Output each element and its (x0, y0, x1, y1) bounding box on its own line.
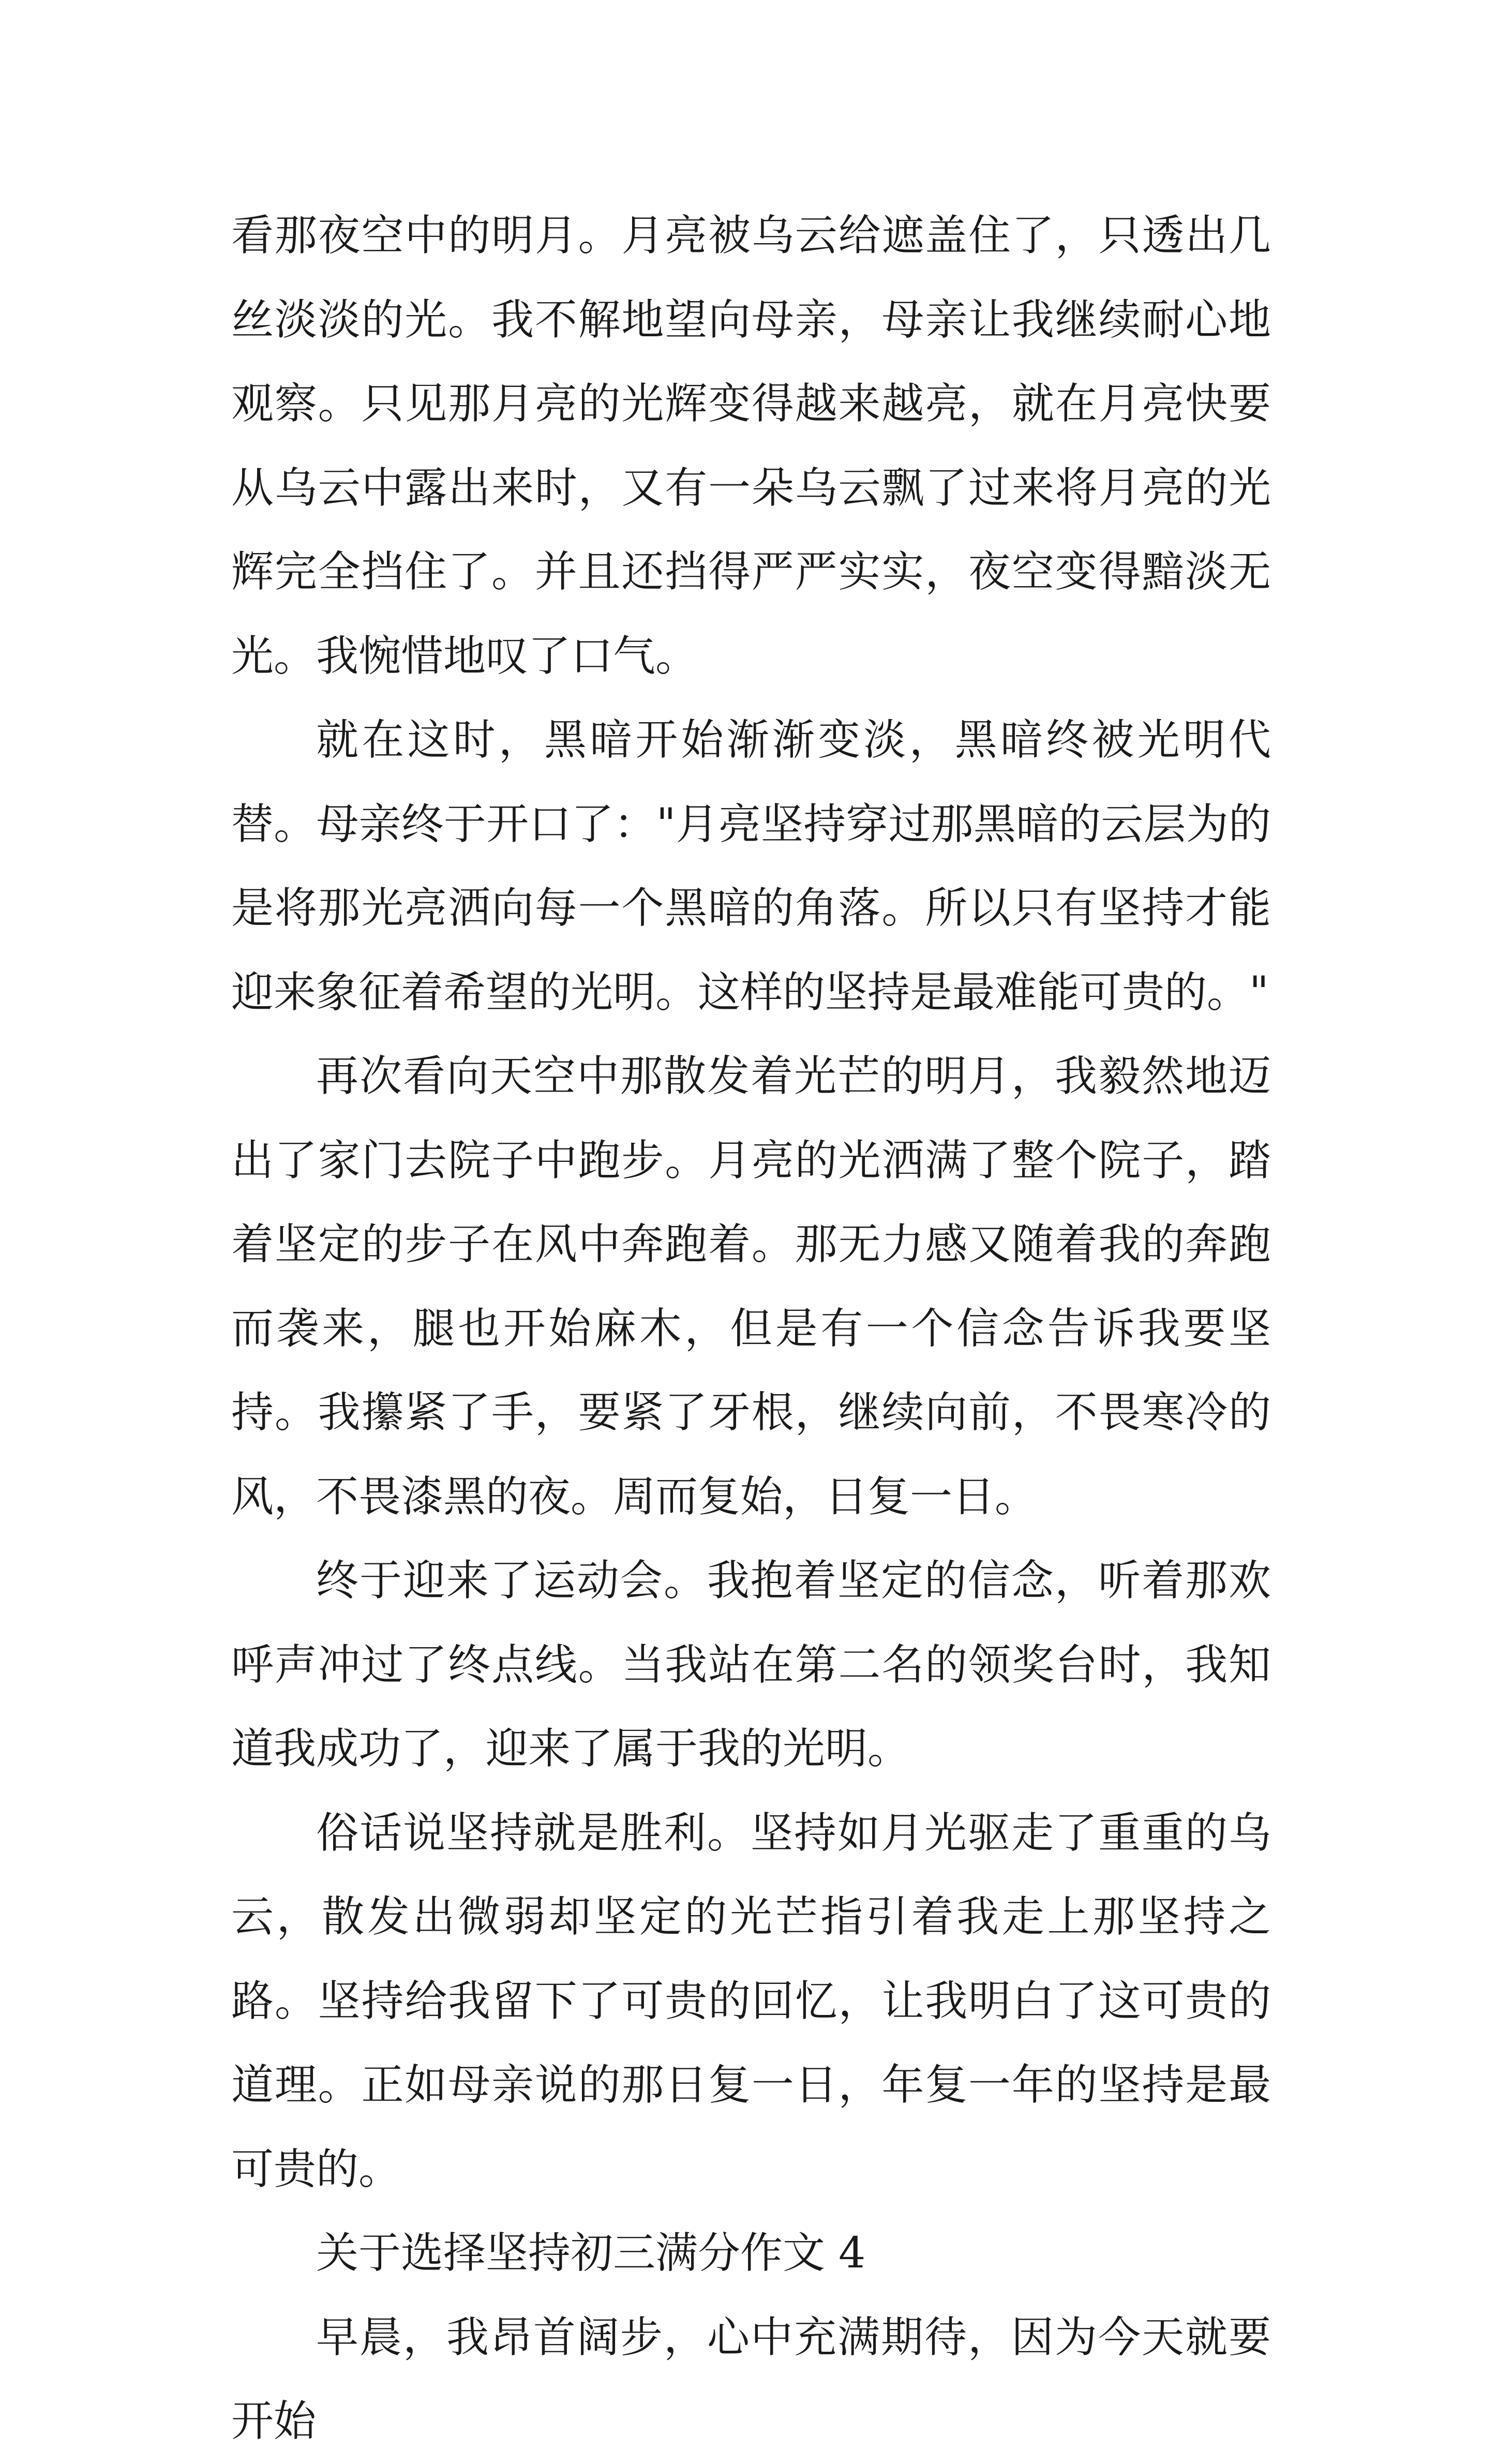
section-heading: 关于选择坚持初三满分作文 4 (316, 2229, 866, 2278)
paragraph-4: 终于迎来了运动会。我抱着坚定的信念，听着那欢呼声冲过了终点线。当我站在第二名的领奖台时，我知道我成功了，迎来了属于我的光明。 (231, 1556, 1271, 1773)
paragraph-5: 俗话说坚持就是胜利。坚持如月光驱走了重重的乌云，散发出微弱却坚定的光芒指引着我走上那坚持之路。坚持给我留下了可贵的回忆，让我明白了这可贵的道理。正如母亲说的那日复一日，年复一年的坚持是最可贵的。 (231, 1808, 1271, 2194)
body-text (231, 194, 1271, 2464)
paragraph-1: 看那夜空中的明月。月亮被乌云给遮盖住了，只透出几丝淡淡的光。我不解地望向母亲，母亲让我继续耐心地观察。只见那月亮的光辉变得越来越亮，就在月亮快要从乌云中露出来时，又有一朵乌云飘了过来将月亮的光辉完全挡住了。并且还挡得严严实实，夜空变得黯淡无光。我惋惜地叹了口气。 (231, 211, 1271, 681)
paragraph-2: 就在这时，黑暗开始渐渐变淡，黑暗终被光明代替。母亲终于开口了："月亮坚持穿过那黑暗的云层为的是将那光亮洒向每一个黑暗的角落。所以只有坚持才能迎来象征着希望的光明。这样的坚持是最难能可贵的。" (231, 715, 1271, 1017)
paragraph-3: 再次看向天空中那散发着光芒的明月，我毅然地迈出了家门去院子中跑步。月亮的光洒满了整个院子，踏着坚定的步子在风中奔跑着。那无力感又随着我的奔跑而袭来，腿也开始麻木，但是有一个信念告诉我要坚持。我攥紧了手，要紧了牙根，继续向前，不畏寒冷的风，不畏漆黑的夜。周而复始，日复一日。 (231, 1052, 1271, 1521)
paragraph-6: 早晨，我昂首阔步，心中充满期待，因为今天就要开始 (231, 2312, 1271, 2446)
